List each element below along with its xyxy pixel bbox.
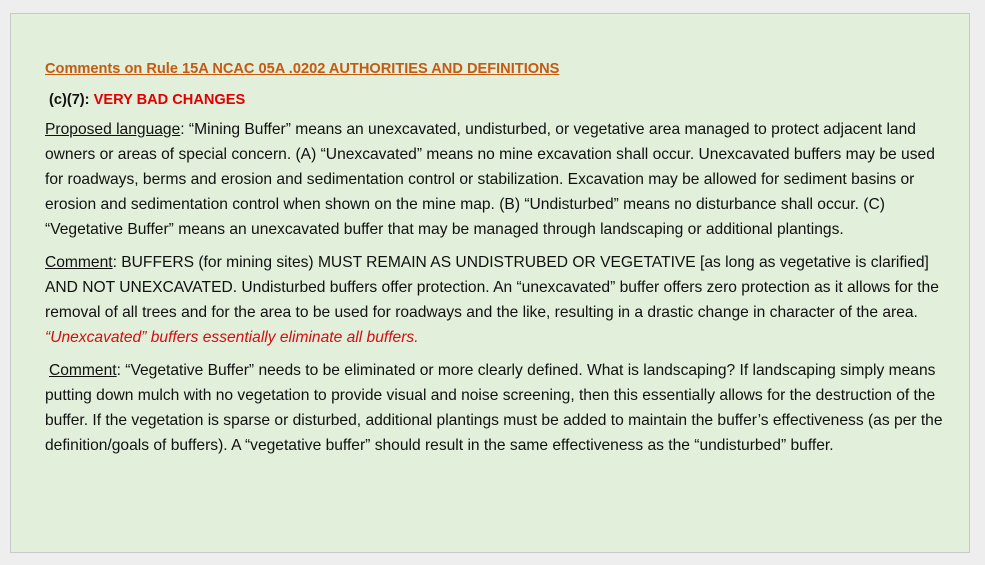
proposed-language-paragraph (45, 117, 955, 242)
document-heading: Comments on Rule 15A NCAC 05A .0202 AUTHORITIES AND DEFINITIONS (45, 61, 560, 77)
section-heading (49, 91, 955, 109)
comment-paragraph-2 (45, 358, 955, 458)
comment-paragraph-1 (45, 250, 955, 350)
section-alert: VERY BAD CHANGES (93, 92, 246, 108)
comment-text-1: : BUFFERS (for mining sites) MUST REMAIN AS UNDISTRUBED OR VEGETATIVE [as long as vegetative is clarified] AND NOT UNEXCAVATED. Undisturbed buffers offer protection. An “unexcavated” buffer offers zero protection as it allows for the removal of all trees and for the area to be used for roadways and the like, resulting in a drastic change in character of the area. (45, 254, 939, 321)
proposed-language-text: : “Mining Buffer” means an unexcavated, undisturbed, or vegetative area managed to protect adjacent land owners or areas of special concern. (A) “Unexcavated” means no mine excavation shall occur. Unexcavated buffers may be used for roadways, berms and erosion and sedimentation control or stabilization. Excavation may be allowed for sediment basins or erosion and sedimentation control when shown on the mine map. (B) “Undisturbed” means no disturbance shall occur. (C) “Vegetative Buffer” means an unexcavated buffer that may be managed through landscaping or additional plantings. (45, 121, 935, 238)
section-reference: (c)(7): (49, 92, 90, 108)
document-slide (10, 13, 970, 553)
comment-label-2: Comment (49, 362, 117, 379)
comment-label-1: Comment (45, 254, 113, 271)
proposed-language-label: Proposed language (45, 121, 181, 138)
document-body (45, 60, 955, 466)
comment-emphasis-1: “Unexcavated” buffers essentially eliminate all buffers. (45, 329, 419, 346)
comment-text-2: : “Vegetative Buffer” needs to be eliminated or more clearly defined. What is landscaping? If landscaping simply means putting down mulch with no vegetation to provide visual and noise screening, then this essentially allows for the destruction of the buffer. If the vegetation is sparse or disturbed, additional plantings must be added to maintain the buffer’s effectiveness (as per the definition/goals of buffers). A “vegetative buffer” should result in the same effectiveness as the “undisturbed” buffer. (45, 362, 943, 454)
